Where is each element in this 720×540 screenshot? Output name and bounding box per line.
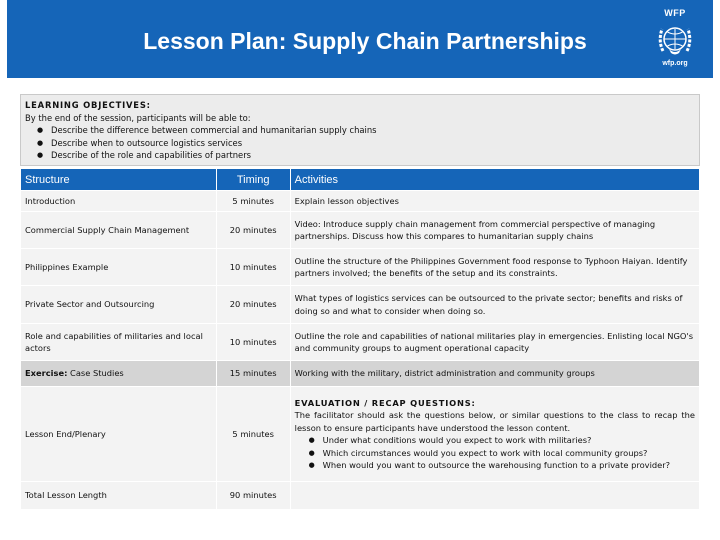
table-row xyxy=(21,249,700,286)
structure-cell: Total Lesson Length xyxy=(21,482,217,510)
wfp-logo xyxy=(645,8,705,70)
header-banner xyxy=(7,0,713,78)
activities-cell: Outline the role and capabilities of national militaries play in emergencies. Enlisting local NGO's and community groups to augment operational capacity xyxy=(290,324,699,361)
activities-cell: Explain lesson objectives xyxy=(290,191,699,212)
timing-cell: 20 minutes xyxy=(216,212,290,249)
table-row xyxy=(21,191,700,212)
table-row xyxy=(21,286,700,324)
learning-objectives-box xyxy=(20,94,700,166)
lesson-plan-table xyxy=(20,168,700,510)
structure-cell: Lesson End/Plenary xyxy=(21,387,217,482)
logo-url: wfp.org xyxy=(662,60,688,67)
objectives-intro: By the end of the session, participants will be able to: xyxy=(25,112,251,123)
timing-cell: 90 minutes xyxy=(216,482,290,510)
structure-cell: Private Sector and Outsourcing xyxy=(21,286,217,324)
activities-cell: Outline the structure of the Philippines Government food response to Typhoon Haiyan. Identify partners involved; the benefits of the setup and its constraints. xyxy=(290,249,699,286)
column-header-structure: Structure xyxy=(21,169,217,191)
column-header-activities: Activities xyxy=(290,169,699,191)
timing-cell: 20 minutes xyxy=(216,286,290,324)
timing-cell: 15 minutes xyxy=(216,361,290,387)
table-row xyxy=(21,324,700,361)
timing-cell: 10 minutes xyxy=(216,324,290,361)
recap-question: ● Which circumstances would you expect to work with local community groups? xyxy=(309,447,695,460)
timing-cell: 10 minutes xyxy=(216,249,290,286)
exercise-label: Exercise: xyxy=(25,368,68,379)
table-row xyxy=(21,361,700,387)
structure-cell: Role and capabilities of militaries and local actors xyxy=(21,324,217,361)
recap-intro: The facilitator should ask the questions below, or similar questions to the class to recap the lesson to ensure participants have understood the lesson content. xyxy=(294,410,695,433)
logo-text: WFP xyxy=(664,8,686,18)
table-row xyxy=(21,212,700,249)
column-header-timing: Timing xyxy=(216,169,290,191)
wheat-wreath-icon xyxy=(655,19,695,59)
timing-cell: 5 minutes xyxy=(216,387,290,482)
activities-cell xyxy=(290,482,699,510)
table-row xyxy=(21,387,700,482)
recap-questions-list xyxy=(295,434,695,472)
page-title: Lesson Plan: Supply Chain Partnerships xyxy=(143,28,587,54)
recap-question: ● Under what conditions would you expect to work with militaries? xyxy=(309,434,695,447)
objectives-heading: LEARNING OBJECTIVES: xyxy=(25,100,151,110)
structure-cell xyxy=(21,361,217,387)
objective-item: ● Describe when to outsource logistics services xyxy=(37,137,695,150)
activities-cell: Working with the military, district administration and community groups xyxy=(290,361,699,387)
activities-cell: What types of logistics services can be outsourced to the private sector; benefits and risks of doing so and what to consider when doing so. xyxy=(290,286,699,324)
objective-item: ● Describe the difference between commercial and humanitarian supply chains xyxy=(37,124,695,137)
objective-item: ● Describe of the role and capabilities of partners xyxy=(37,149,695,162)
structure-cell: Philippines Example xyxy=(21,249,217,286)
recap-heading: EVALUATION / RECAP QUESTIONS: xyxy=(294,397,476,408)
structure-cell: Introduction xyxy=(21,191,217,212)
activities-cell: Video: Introduce supply chain management from commercial perspective of managing partnerships. Discuss how this compares to humanitarian supply chains xyxy=(290,212,699,249)
activities-cell xyxy=(290,387,699,482)
table-row xyxy=(21,482,700,510)
structure-cell: Commercial Supply Chain Management xyxy=(21,212,217,249)
objectives-list xyxy=(25,124,695,162)
table-header-row xyxy=(21,169,700,191)
timing-cell: 5 minutes xyxy=(216,191,290,212)
recap-question: ● When would you want to outsource the warehousing function to a private provider? xyxy=(309,459,695,472)
exercise-name: Case Studies xyxy=(70,368,124,379)
